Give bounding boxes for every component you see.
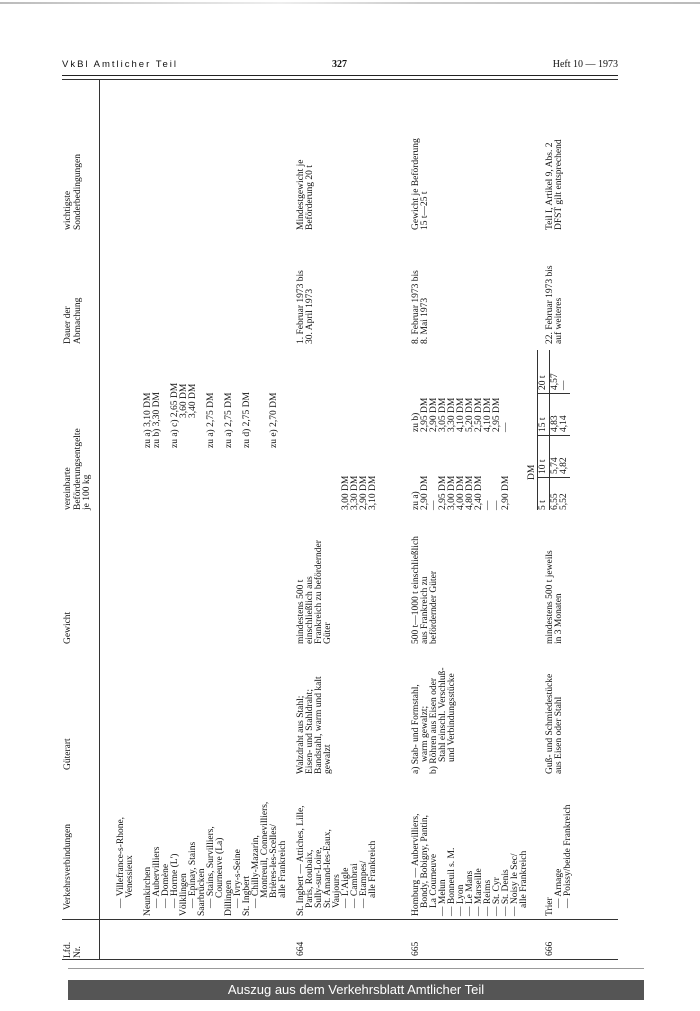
row-664-verbindungen: St. Ingbert — Attiches, Lille, Paris, Roubaix, Sully-sur-Loire, St. Amand-les-Eaux, Vaujours — L'Aigle — Cambrai — Etampes/ alle Frankreich [296,805,378,916]
row-666-dauer: 22. Februar 1973 bis auf weiteres [545,265,564,344]
row-665-sonder: Gewicht je Beförderung 15 t—25 t [411,138,430,230]
row-665-gewicht: 500 t—1000 t einschließlich aus Frankreich zu befördernder Güter [411,536,439,644]
block1-entgelte: zu a) 3,10 DM zu b) 3,30 DM zu a) c) 2,65 DM 3,60 DM 3,40 DM zu a) 2,75 DM zu a) 2,75 DM zu d) 2,75 DM zu e) 2,70 DM [143,382,279,448]
footer-rule [68,968,644,969]
header-nr: Lfd. Nr. [63,941,83,958]
row-664-nr: 664 [296,941,306,956]
row-666-gewicht: mindestens 500 t jeweils in 3 Monaten [545,550,564,644]
row-665-nr: 665 [411,941,421,956]
row-665-entgelte-a: zu a) 2,90 DM — 2,95 DM 3,00 DM 4,00 DM 4,80 DM 2,40 DM — — 2,90 DM [411,475,511,510]
row-664-sonder: Mindestgewicht je Beförderung 20 t [296,159,315,230]
header-gueterart: Güterart [63,738,73,770]
row-664-entgelte: 3,00 DM 3,30 DM 2,90 DM 3,10 DM [341,475,378,510]
header-entgelte: vereinbarte Beförderungsentgelte je 100 kg [63,428,92,510]
header-gewicht: Gewicht [63,611,73,644]
header-sonder: wichtigste Sonderbedingungen [63,154,83,230]
issue-label: Heft 10 — 1973 [552,59,618,70]
row-665-entgelte-b: zu b) 2,95 DM 2,90 DM 3,05 DM 3,30 DM 4,10 DM 5,20 DM 2,50 DM 4,10 DM 2,95 DM — [411,397,511,432]
row-665-gueterart: a) Stab- und Formstahl, warm gewalzt; b) Röhren aus Eisen oder Stahl einschl. Verschluß- und Verbindungsstücke [411,667,457,774]
header-verbindungen: Verkehrsverbindungen [63,823,73,910]
row-664-gueterart: Walzdraht aus Stahl; Eisen- und Stahldraht; Bandstahl, warm und kalt gewalzt [296,676,333,774]
top-edge [0,2,700,4]
rotated-table [62,80,618,960]
journal-title: VkBl Amtlicher Teil [62,59,178,70]
row-666-gueterart: Guß- und Schmiedestücke aus Eisen oder Stahl [545,673,564,774]
block1-verbindungen: — Villefrance-s-Rhone, Venessieux Neunkirchen — Aubervilliers — Domène — Horme (L') Völklingen — Epinay, Stains Saarbrücken — Stains, Survilliers, Courneuve (La) Dillingen — Ivry-s-Seine St. Ingbert — Chilly-Mazarin, Montreuil, Connevilliers, Brières-les-Scelles/ alle Frankreich [116,801,288,916]
row-664-dauer: 1. Februar 1973 bis 30. April 1973 [296,270,315,344]
page-header [62,57,618,76]
row-666-price-grid: 5 t 10 t 15 t 20 t 6,55 5,74 4,83 4,57 5,52 4,82 4,14 — [537,350,574,510]
col-separator [62,919,618,920]
row-666-sonder: Teil I, Artikel 9, Abs. 2 DFST gilt entsprechend [545,139,564,230]
page-number: 327 [332,59,347,70]
row-665-verbindungen: Homburg — Aubervilliers, Bondy, Bobigny, Pantin, La Courneuve — Melun — Bonneuil s. M. — Lyon — Le Mans — Marseille — Reims — St. Cyr — St. Denis — Noisy le Sec/ alle Frankreich [411,813,529,916]
row-666-nr: 666 [545,941,555,956]
col-separator [62,79,618,80]
row-664-gewicht: mindestens 500 t einschließlich aus Frankreich zu befördernder Güter [296,540,333,644]
row-665-dauer: 8. Februar 1973 bis 8. Mai 1973 [411,270,430,344]
footer-banner: Auszug aus dem Verkehrsblatt Amtlicher Teil [68,980,644,1000]
row-666-entgelte [528,350,574,510]
row-666-unit: DM [527,464,537,480]
header-rule [99,80,100,960]
table-left-border [62,959,618,960]
header-dauer: Dauer der Abmachung [63,297,83,344]
row-666-verbindungen: Trier — Arnage — Poissy/beide Frankreich [545,804,573,916]
